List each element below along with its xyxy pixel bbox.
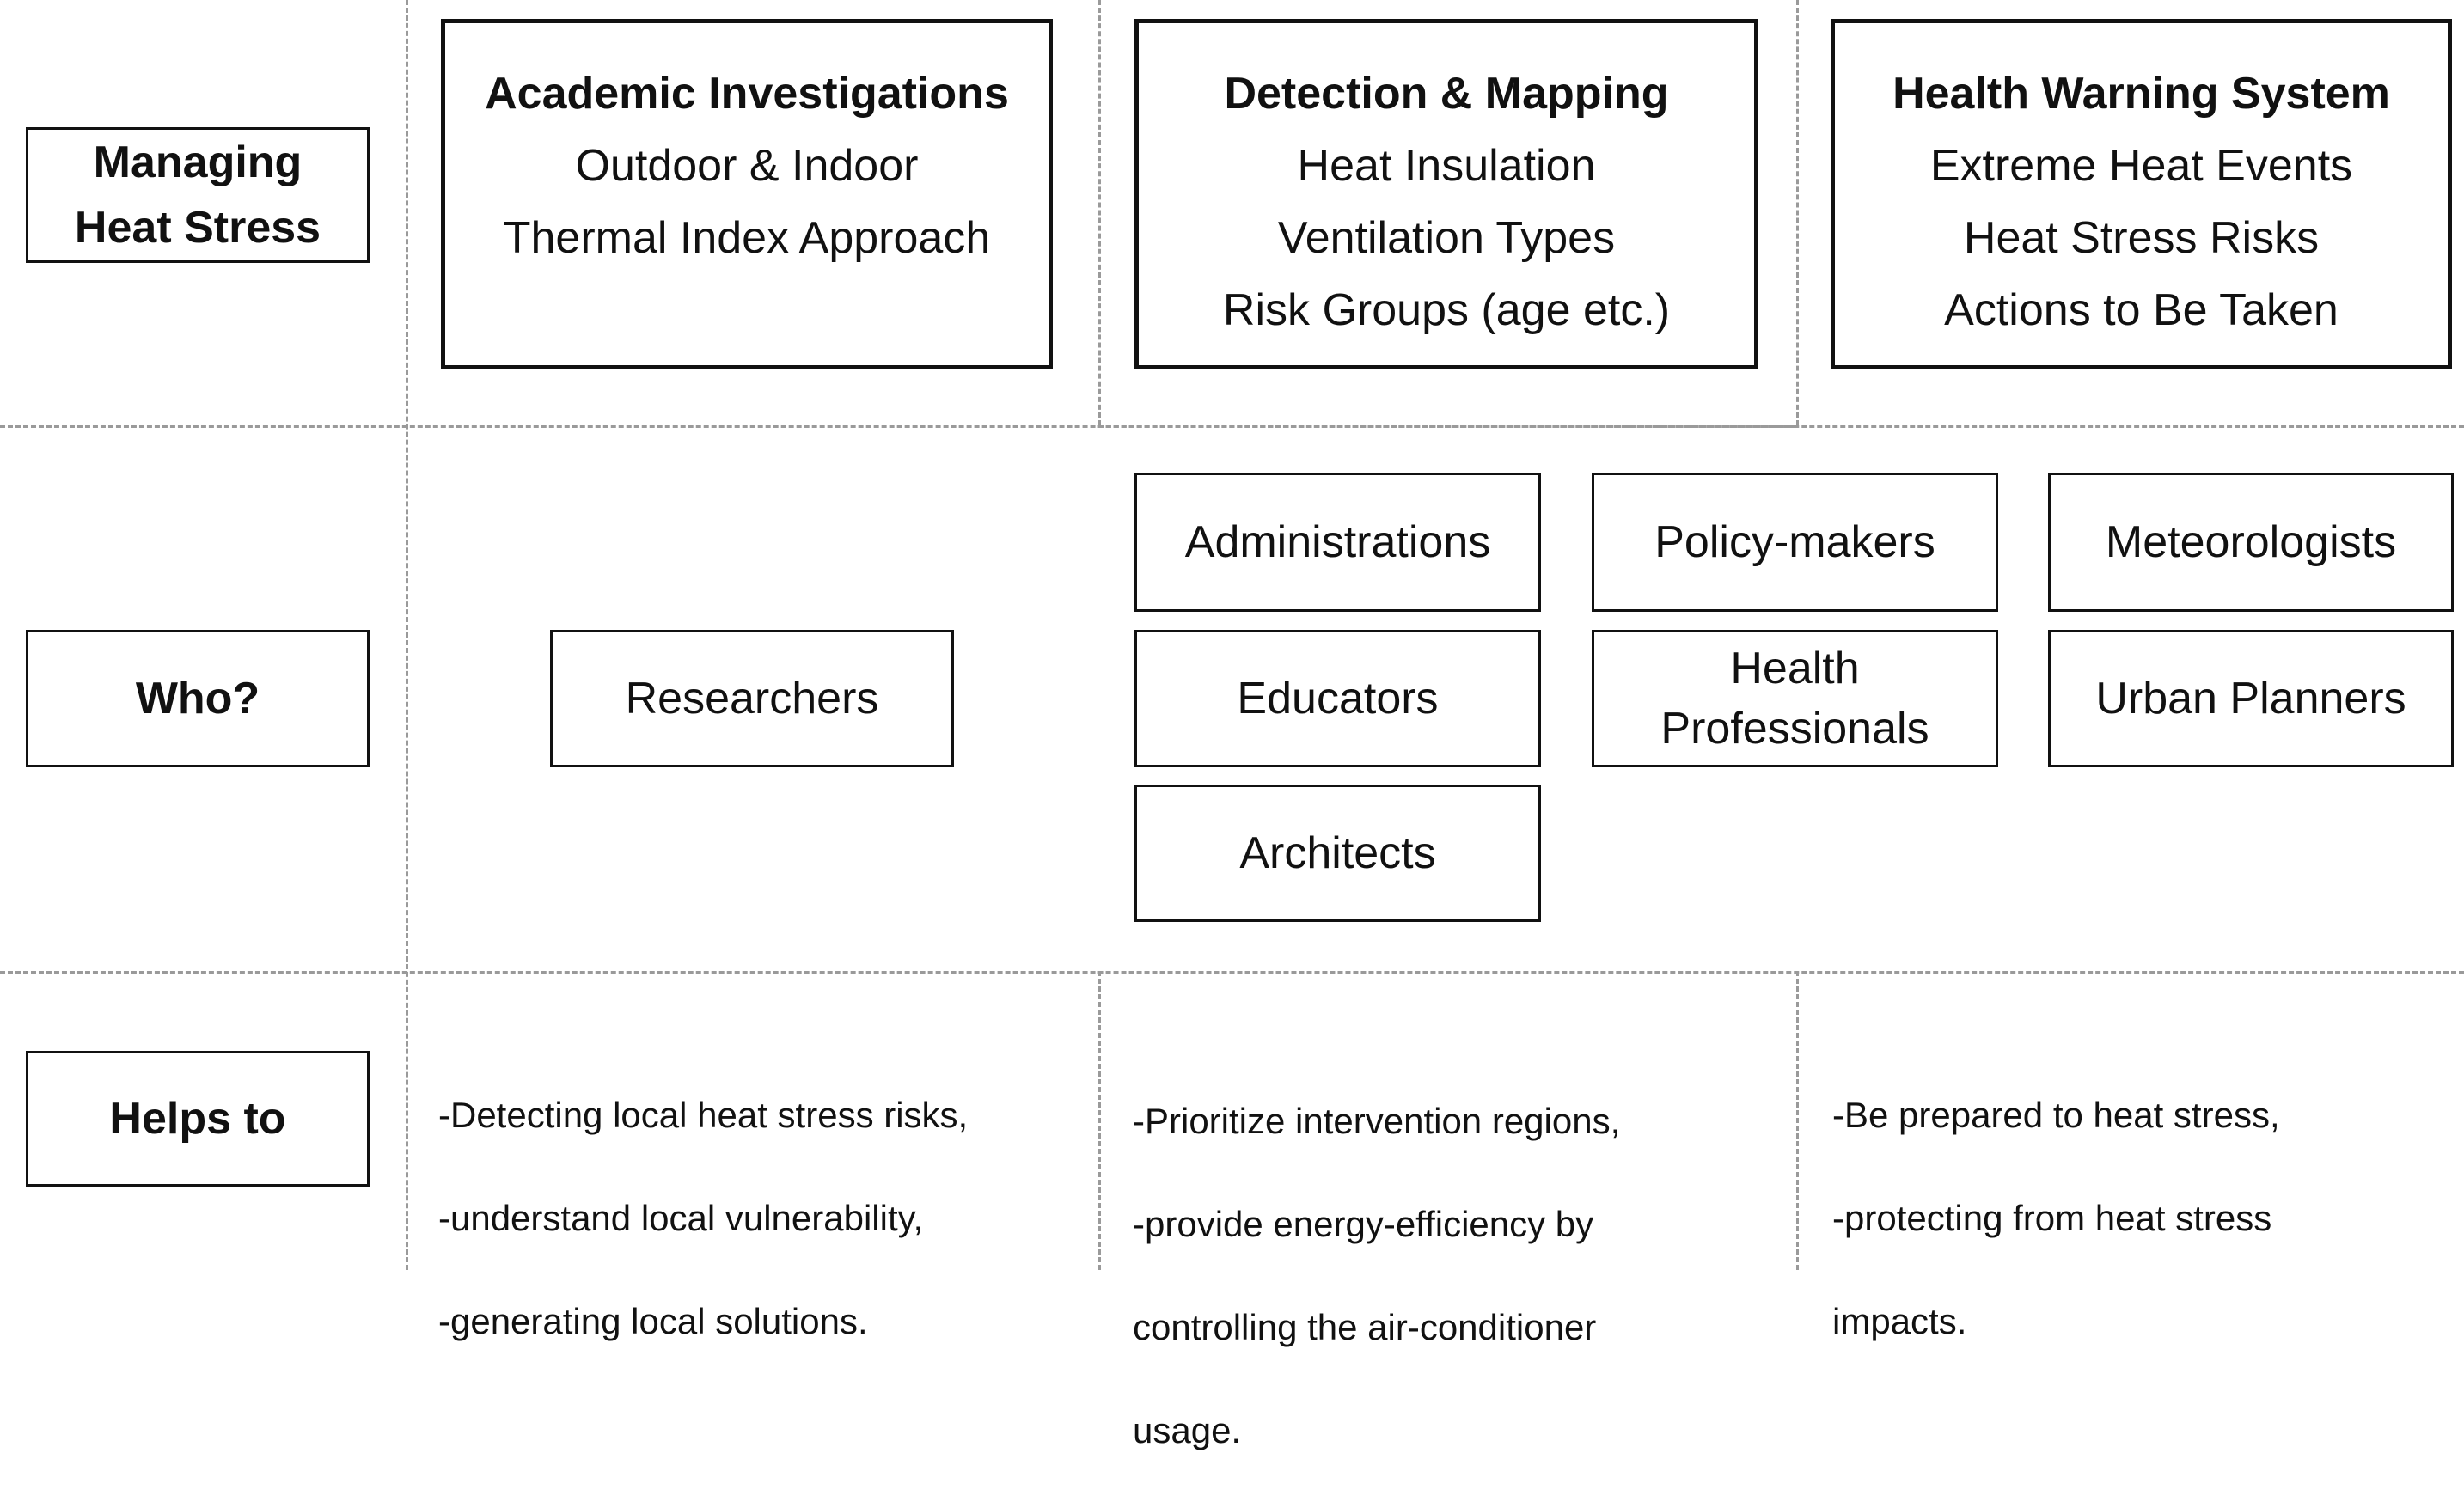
row-label-helps-to [26, 1051, 370, 1187]
helps-detection [1133, 1044, 1620, 1508]
actor-architects [1134, 785, 1541, 922]
category-item: Heat Insulation [1297, 141, 1596, 191]
row-label-who [26, 630, 370, 767]
helps-line: -Be prepared to heat stress, [1832, 1095, 2280, 1135]
category-item: Actions to Be Taken [1944, 285, 2339, 335]
divider-col-3-bottom [1796, 971, 1799, 1270]
category-title: Academic Investigations [485, 69, 1009, 119]
actor-label: Policy-makers [1654, 517, 1935, 567]
actor-label: Meteorologists [2105, 517, 2397, 567]
divider-col-3-top [1796, 0, 1799, 425]
category-title: Health Warning System [1892, 69, 2390, 119]
actor-administrations [1134, 473, 1541, 612]
divider-col-2-bottom [1098, 971, 1101, 1270]
row-label-managing-heat-stress [26, 127, 370, 263]
row-label-text: Who? [135, 674, 260, 723]
helps-line: -provide energy-efficiency by [1133, 1204, 1594, 1244]
divider-row-2 [0, 971, 2464, 974]
divider-col-2-top [1098, 0, 1101, 425]
row-label-text: Heat Stress [74, 203, 321, 253]
helps-line: -protecting from heat stress [1832, 1198, 2272, 1238]
actor-label: Researchers [625, 674, 879, 723]
actor-label: Health [1730, 644, 1860, 693]
row-label-text: Managing [93, 137, 303, 187]
category-health-warning-system [1831, 19, 2452, 369]
category-item: Heat Stress Risks [1963, 213, 2320, 263]
category-academic-investigations [441, 19, 1053, 369]
helps-line: -generating local solutions. [438, 1301, 868, 1341]
actor-urban-planners [2048, 630, 2454, 767]
actor-label: Urban Planners [2095, 674, 2406, 723]
actor-health-professionals [1592, 630, 1998, 767]
row-label-text: Helps to [109, 1094, 286, 1144]
divider-col-1 [406, 0, 408, 1270]
category-item: Thermal Index Approach [503, 213, 991, 263]
divider-detection-bottom [1098, 425, 1796, 428]
actor-policy-makers [1592, 473, 1998, 612]
helps-line: -Detecting local heat stress risks, [438, 1095, 969, 1135]
category-detection-mapping [1134, 19, 1758, 369]
helps-line: -Prioritize intervention regions, [1133, 1101, 1621, 1141]
helps-line: impacts. [1832, 1301, 1967, 1341]
helps-line: usage. [1133, 1410, 1242, 1450]
actor-label: Architects [1239, 828, 1436, 878]
actor-researchers [550, 630, 954, 767]
actor-label: Administrations [1184, 517, 1491, 567]
category-item: Outdoor & Indoor [575, 141, 919, 191]
actor-label: Educators [1237, 674, 1439, 723]
helps-academic [438, 1038, 968, 1399]
actor-label: Professionals [1660, 704, 1929, 754]
actor-meteorologists [2048, 473, 2454, 612]
helps-warning [1832, 1038, 2280, 1399]
helps-line: controlling the air-conditioner [1133, 1307, 1597, 1347]
category-item: Risk Groups (age etc.) [1222, 285, 1671, 335]
category-item: Ventilation Types [1277, 213, 1616, 263]
category-title: Detection & Mapping [1224, 69, 1669, 119]
category-item: Extreme Heat Events [1929, 141, 2353, 191]
helps-line: -understand local vulnerability, [438, 1198, 924, 1238]
actor-educators [1134, 630, 1541, 767]
